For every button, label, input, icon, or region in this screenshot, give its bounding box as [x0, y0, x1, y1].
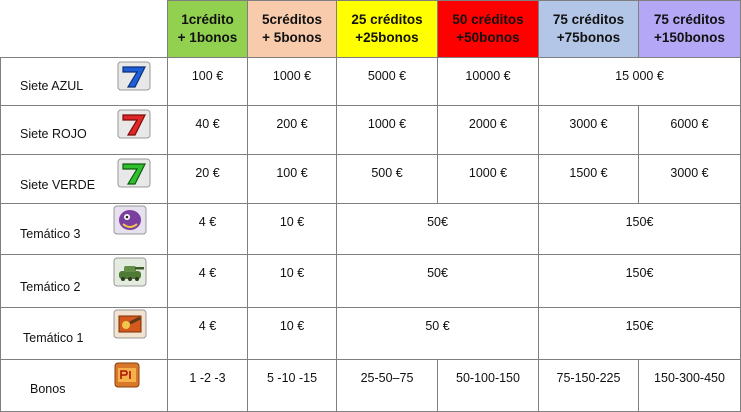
row-label-text: Siete VERDE — [20, 178, 96, 192]
green-seven-icon — [117, 158, 151, 188]
cell-rojo-150: 6000 € — [638, 105, 741, 155]
header-5creditos: 5créditos + 5bonos — [247, 0, 337, 58]
cell-azul-75-merged: 15 000 € — [538, 57, 741, 106]
cell-verde-50: 1000 € — [437, 154, 539, 204]
cell-tem1-1: 4 € — [167, 307, 248, 360]
themed-tank-icon — [113, 257, 147, 287]
themed-character-icon — [113, 205, 147, 235]
row-label-tematico-2 — [0, 254, 168, 308]
cell-bonos-5: 5 -10 -15 — [247, 359, 337, 412]
cell-tem2-1: 4 € — [167, 254, 248, 308]
cell-azul-1: 100 € — [167, 57, 248, 106]
row-label-siete-azul — [0, 57, 168, 106]
cell-tem3-5: 10 € — [247, 203, 337, 255]
row-label-text: Bonos — [30, 382, 66, 396]
row-label-bonos — [0, 359, 168, 412]
cell-bonos-150: 150-300-450 — [638, 359, 741, 412]
row-label-siete-verde — [0, 154, 168, 204]
cell-rojo-1: 40 € — [167, 105, 248, 155]
cell-tem3-25-50-merged: 50€ — [336, 203, 539, 255]
row-label-text: Siete AZUL — [20, 79, 84, 93]
cell-tem1-75-150-merged: 150€ — [538, 307, 741, 360]
row-label-text: Temático 2 — [20, 280, 81, 294]
row-label-text: Temático 3 — [20, 227, 81, 241]
red-seven-icon — [117, 109, 151, 139]
cell-tem3-1: 4 € — [167, 203, 248, 255]
cell-rojo-25: 1000 € — [336, 105, 438, 155]
row-label-text: Siete ROJO — [20, 127, 87, 141]
row-label-text: Temático 1 — [23, 331, 84, 345]
header-150bonos: 75 créditos +150bonos — [638, 0, 741, 58]
cell-bonos-50: 50-100-150 — [437, 359, 539, 412]
cell-azul-25: 5000 € — [336, 57, 438, 106]
cell-tem1-5: 10 € — [247, 307, 337, 360]
header-25creditos: 25 créditos +25bonos — [336, 0, 438, 58]
header-50creditos: 50 créditos +50bonos — [437, 0, 539, 58]
cell-verde-75: 1500 € — [538, 154, 639, 204]
blue-seven-icon — [117, 61, 151, 91]
cell-azul-5: 1000 € — [247, 57, 337, 106]
cell-rojo-5: 200 € — [247, 105, 337, 155]
row-label-tematico-1 — [0, 307, 168, 360]
header-75creditos: 75 créditos +75bonos — [538, 0, 639, 58]
cell-tem1-25-50-merged: 50 € — [336, 307, 539, 360]
cell-azul-50: 10000 € — [437, 57, 539, 106]
cell-tem2-75-150-merged: 150€ — [538, 254, 741, 308]
cell-bonos-1: 1 -2 -3 — [167, 359, 248, 412]
header-1credito: 1crédito + 1bonos — [167, 0, 248, 58]
cell-verde-1: 20 € — [167, 154, 248, 204]
bonus-points-icon — [111, 360, 145, 390]
cell-verde-5: 100 € — [247, 154, 337, 204]
cell-bonos-75: 75-150-225 — [538, 359, 639, 412]
cell-verde-150: 3000 € — [638, 154, 741, 204]
cell-verde-25: 500 € — [336, 154, 438, 204]
cell-tem2-5: 10 € — [247, 254, 337, 308]
cell-bonos-25: 25-50–75 — [336, 359, 438, 412]
cell-tem3-75-150-merged: 150€ — [538, 203, 741, 255]
cell-tem2-25-50-merged: 50€ — [336, 254, 539, 308]
themed-cannon-icon — [113, 309, 147, 339]
row-label-siete-rojo — [0, 105, 168, 155]
cell-rojo-75: 3000 € — [538, 105, 639, 155]
row-label-tematico-3 — [0, 203, 168, 255]
cell-rojo-50: 2000 € — [437, 105, 539, 155]
